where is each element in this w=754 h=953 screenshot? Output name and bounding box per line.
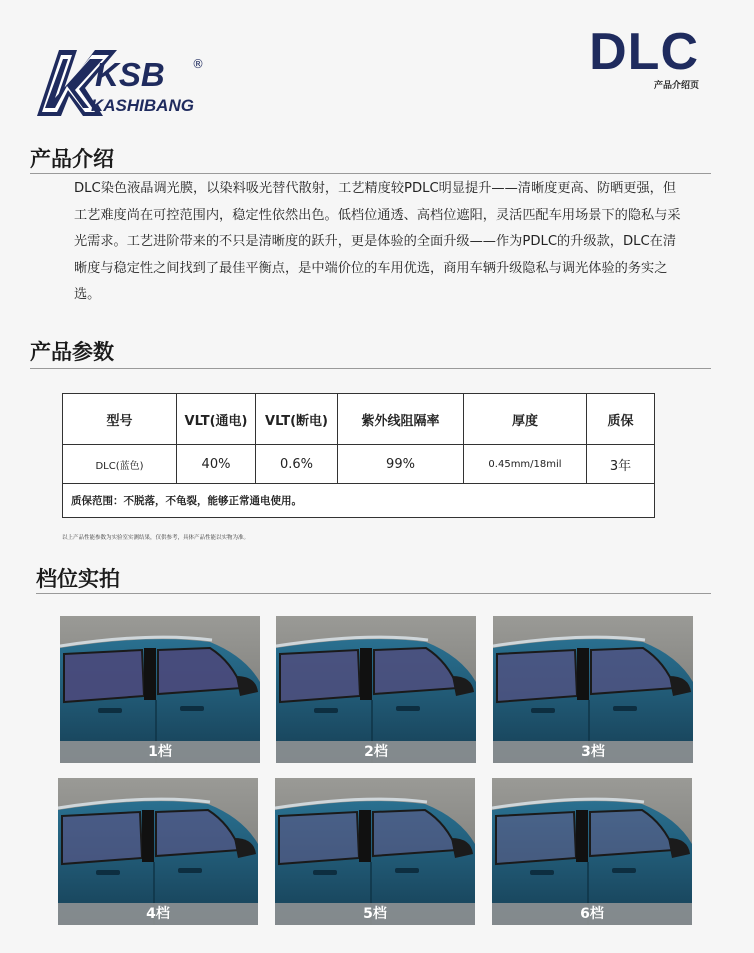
gear-photo-6: [492, 778, 692, 925]
params-value-row: [63, 445, 655, 484]
params-footnote: 以上产品性能参数为实验室实测结果，仅供参考，具体产品性能以实物为准。: [62, 535, 250, 541]
kashibang-logo: [33, 42, 213, 120]
header-uv-block: 紫外线阻隔率: [338, 394, 464, 445]
value-vlt-off: 0.6%: [256, 445, 338, 484]
header-thickness: 厚度: [464, 394, 587, 445]
gear-photo-3: [493, 616, 693, 763]
gear-label: 3档: [493, 741, 693, 763]
gear-label: 5档: [275, 903, 475, 925]
gear-photo-4: [58, 778, 258, 925]
intro-paragraph: DLC染色液晶调光膜，以染料吸光替代散射，工艺精度较PDLC明显提升——清晰度更高、防晒更强，但工艺难度尚在可控范围内，稳定性依然出色。低档位通透、高档位遮阳，灵活匹配车用场景下的隐私与采光需求。工艺进阶带来的不只是清晰度的跃升，更是体验的全面升级——作为PDLC的升级款，DLC在清晰度与稳定性之间找到了最佳平衡点，是中端价位的车用优选，商用车辆升级隐私与调光体验的务实之选。: [74, 181, 681, 302]
params-header-row: [63, 394, 655, 445]
value-thickness: 0.45mm/18mil: [464, 445, 587, 484]
intro-heading: 产品介绍: [30, 147, 114, 171]
logo-subtext: KASHIBANG: [91, 96, 194, 115]
gear-photo-1: [60, 616, 260, 763]
logo-registered-mark: ®: [192, 57, 204, 71]
value-model: DLC(蓝色): [63, 445, 177, 484]
header-model: 型号: [63, 394, 177, 445]
gear-photo-2: [276, 616, 476, 763]
gear-label: 1档: [60, 741, 260, 763]
header-warranty: 质保: [587, 394, 655, 445]
logo-text: KSB: [95, 56, 165, 93]
params-divider: [30, 368, 711, 369]
gear-label: 4档: [58, 903, 258, 925]
value-uv-block: 99%: [338, 445, 464, 484]
gallery-divider: [36, 593, 711, 594]
gear-label: 6档: [492, 903, 692, 925]
gallery-heading: 档位实拍: [36, 567, 120, 591]
product-code-title: DLC: [589, 23, 699, 81]
params-table: [62, 393, 655, 518]
header-vlt-off: VLT(断电): [256, 394, 338, 445]
warranty-note-row: [63, 484, 655, 518]
value-warranty: 3年: [587, 445, 655, 484]
warranty-note: 质保范围：不脱落，不龟裂，能够正常通电使用。: [63, 484, 655, 518]
gear-photo-5: [275, 778, 475, 925]
intro-divider: [30, 173, 711, 174]
product-page-subtitle: 产品介绍页: [653, 81, 699, 91]
gear-label: 2档: [276, 741, 476, 763]
params-heading: 产品参数: [30, 340, 114, 364]
header-vlt-on: VLT(通电): [177, 394, 256, 445]
value-vlt-on: 40%: [177, 445, 256, 484]
